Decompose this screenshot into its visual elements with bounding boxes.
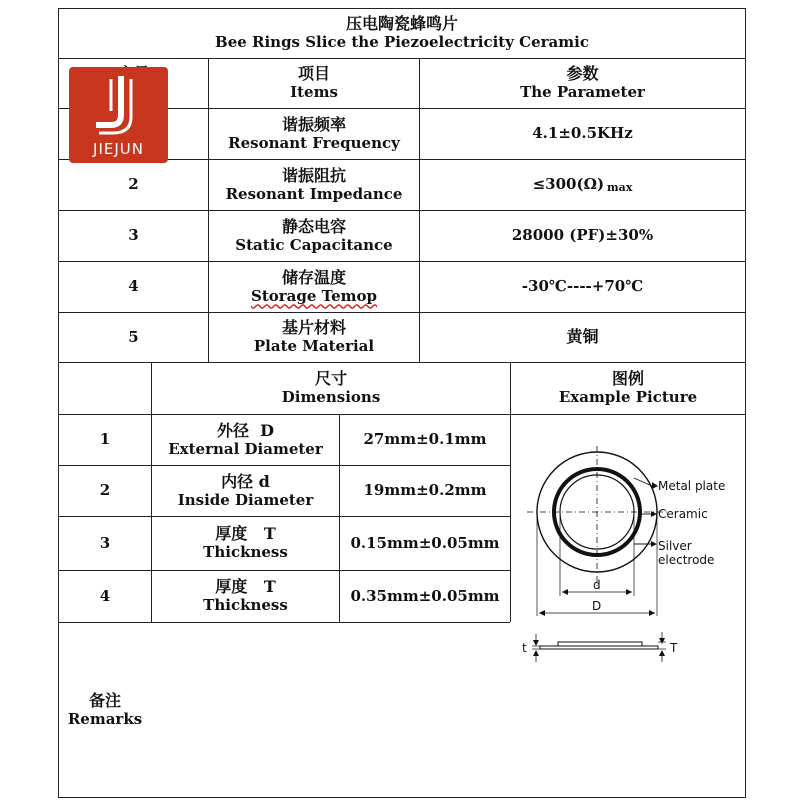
label-D: D [592,599,602,613]
row-item [209,313,419,362]
row-item-en: External Diameter [168,439,323,458]
row-item-zh: 静态电容 [281,216,346,236]
label-metal-plate: Metal plate [658,479,726,493]
row-value: 0.15mm±0.05mm [350,533,500,552]
row-value-sub: max [607,180,633,194]
row-value: -30℃----+70℃ [521,277,644,296]
row-number: 1 [99,430,111,449]
header-items-en: Items [290,83,338,102]
row-value: 0.35mm±0.05mm [350,586,500,605]
row-item-en: Thickness [203,596,288,615]
row-value: 27mm±0.1mm [363,430,487,449]
row-item-zh: 厚度 T [215,577,276,597]
remarks-zh: 备注 [88,690,121,710]
row-item [152,415,339,465]
logo-text: JIEJUN [93,140,144,158]
row-item-en: Thickness [203,543,288,562]
row-item-zh: 内径 d [221,471,270,491]
row-item [209,262,419,312]
header-items-zh: 项目 [297,64,330,84]
header-param-zh: 参数 [566,64,599,84]
row-value-main: ≤300(Ω) [532,175,605,194]
document-title [59,9,745,58]
row-item [152,466,339,516]
jiejun-logo [69,67,168,163]
row-number: 3 [128,226,139,245]
remarks-label [59,623,151,797]
row-number: 3 [99,533,111,552]
row-item-zh: 外径 D [216,420,275,440]
row-item-en: Resonant Impedance [225,184,403,203]
header-pic-en: Example Picture [558,388,698,407]
row-number: 2 [99,481,111,500]
row-number: 4 [128,277,139,296]
logo-mark-icon [69,67,168,139]
remarks-en: Remarks [67,709,143,728]
row-item-zh: 谐振阻抗 [281,165,346,185]
row-item [152,517,339,570]
row-item-zh: 储存温度 [281,267,346,287]
row-value [420,160,745,210]
side-view-ceramic [558,642,642,646]
label-T: T [670,641,678,655]
row-item-en: Inside Diameter [177,490,314,509]
label-electrode: electrode [658,553,715,567]
row-item-en: Static Capacitance [235,235,393,254]
row-number: 4 [99,586,111,605]
row-number: 2 [128,175,139,194]
header-dim-en: Dimensions [281,388,381,407]
row-number: 5 [128,327,139,346]
row-value: 4.1±0.5KHz [532,124,633,143]
row-item-en: Resonant Frequency [228,133,400,152]
header-dim-zh: 尺寸 [314,369,347,389]
row-item [209,160,419,210]
row-item-en: Storage Temop [251,286,377,305]
border-bottom [58,797,746,798]
header-pic-zh: 图例 [611,369,644,389]
row-item-zh: 基片材料 [281,318,346,338]
row-item-zh: 谐振频率 [281,114,346,134]
row-item-zh: 厚度 T [215,524,276,544]
label-ceramic: Ceramic [658,507,708,521]
label-d: d [593,578,601,592]
label-silver: Silver [658,539,692,553]
example-picture-diagram [512,416,744,666]
header-param-en: The Parameter [520,83,645,102]
row-value: 19mm±0.2mm [363,481,487,500]
row-value: 28000 (PF)±30% [511,226,654,245]
row-item [152,571,339,622]
row-value: 黄铜 [566,327,599,347]
border-right [745,8,746,798]
title-zh: 压电陶瓷蜂鸣片 [345,14,458,34]
row-item [209,109,419,159]
row-item [209,211,419,261]
header-items [209,59,419,108]
header-dimensions [152,363,510,414]
header-parameter [420,59,745,108]
label-t: t [522,641,527,655]
header-example-picture [511,363,745,414]
title-en: Bee Rings Slice the Piezoelectricity Ceramic [215,33,589,52]
row-item-en: Plate Material [253,337,375,356]
